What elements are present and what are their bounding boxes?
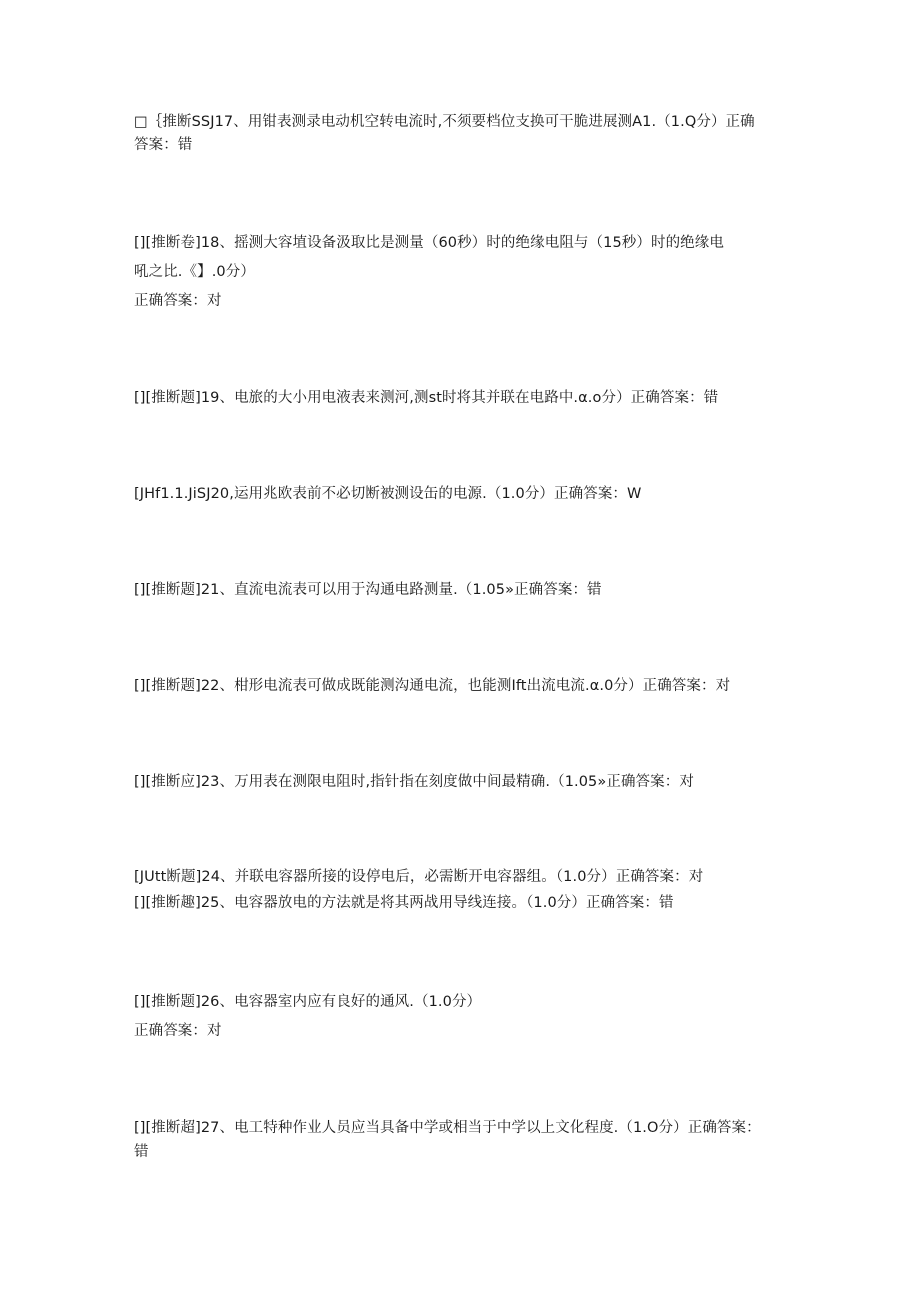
question-19-line-1: [][推断题]19、电旅的大小用电液表来测河,测st时将其并联在电路中.α.o分）正确答案：错 (134, 390, 719, 406)
question-26-line-2: 正确答案：对 (134, 1023, 222, 1039)
question-18-line-3: 正确答案：对 (134, 293, 222, 309)
question-25-line-1: [][推断趣]25、电容器放电的方法就是将其两战用导线连接。（1.0分）正确答案：错 (134, 895, 674, 911)
question-27-line-2: 错 (134, 1144, 149, 1160)
question-17-line-1: □｛推断SSJ17、用钳表测录电动机空转电流时,不须要档位支换可干脆进展测A1.（1.Q分）正确 (134, 114, 755, 130)
question-23-line-1: [][推断应]23、万用表在测限电阻时,指针指在刻度做中间最精确.（1.05»正确答案：对 (134, 774, 694, 790)
question-18-line-2: 吼之比.《】.0分） (134, 264, 255, 280)
question-27-line-1: [][推断超]27、电工特种作业人员应当具备中学或相当于中学以上文化程度.（1.O分）正确答案： (134, 1120, 761, 1136)
question-17-line-2: 答案：错 (134, 137, 193, 153)
question-22-line-1: [][推断题]22、柑形电流表可做成既能测沟通电流，也能测Ift出流电流.α.0分）正确答案：对 (134, 678, 731, 694)
question-18-line-1: [][推断卷]18、摇测大容埴设备汲取比是测量（60秒）时的绝缘电阻与（15秒）时的绝缘电 (134, 235, 724, 251)
question-24-line-1: [JUtt断题]24、并联电容器所接的设停电后，必需断开电容器组。（1.0分）正确答案：对 (134, 869, 704, 885)
question-26-line-1: [][推断题]26、电容器室内应有良好的通风.（1.0分） (134, 994, 482, 1010)
question-20-line-1: [JHf1.1.JiSJ20,运用兆欧表前不必切断被测设缶的电源.（1.0分）正确答案：W (134, 486, 642, 502)
question-21-line-1: [][推断题]21、直流电流表可以用于沟通电路测量.（1.05»正确答案：错 (134, 582, 602, 598)
